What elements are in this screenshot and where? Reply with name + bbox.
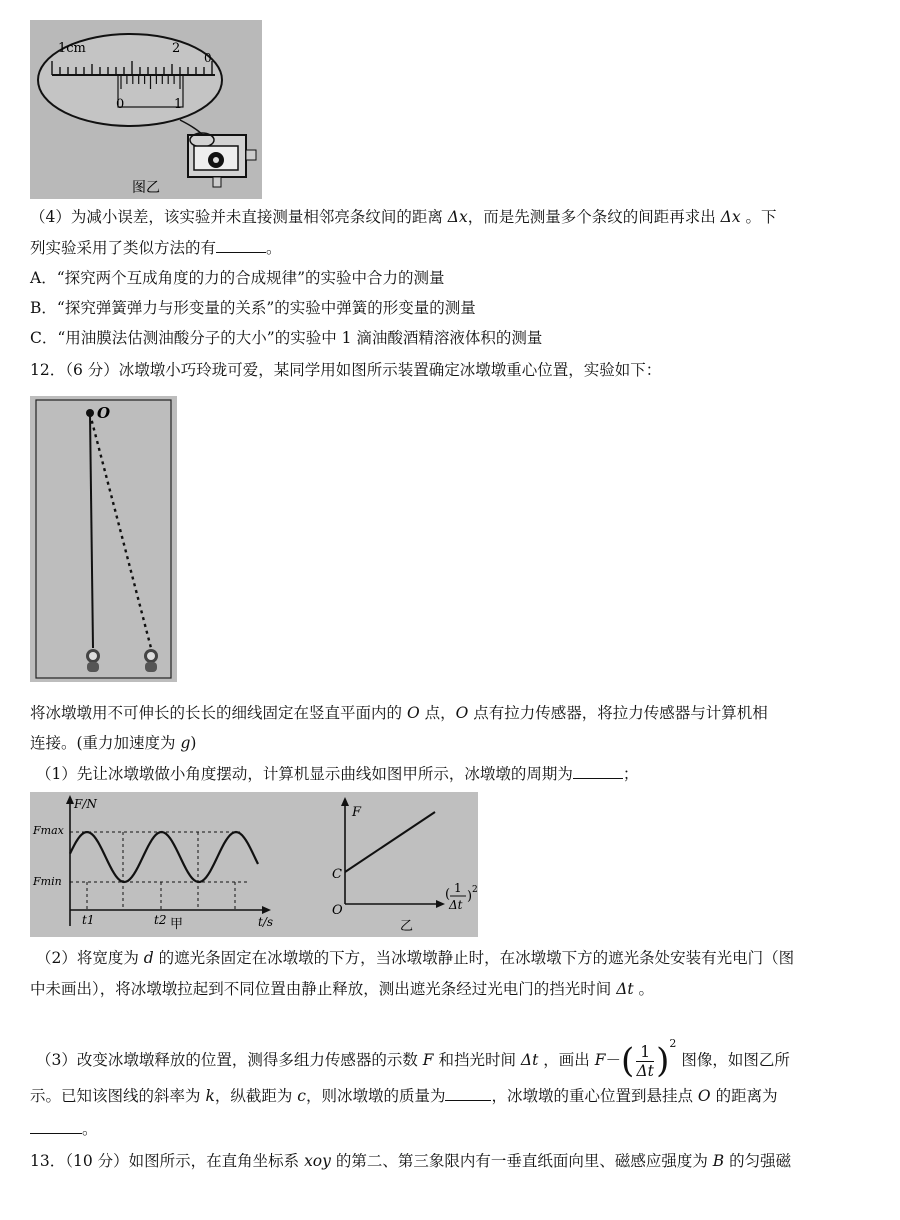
bing-dwen-dwen-left — [86, 649, 100, 672]
jia-fmax-label: Fmax — [33, 824, 64, 837]
q12-part2-line1: （2）将宽度为 d 的遮光条固定在冰墩墩的下方，当冰墩墩静止时，在冰墩墩下方的遮光条处安装有光电门（图 — [36, 949, 795, 967]
q13-header: 13．（10 分）如图所示，在直角坐标系 xoy 的第二、第三象限内有一垂直纸面向里、磁感应强度为 B 的匀强磁 — [30, 1152, 792, 1170]
pendulum-figure — [30, 396, 177, 682]
pendulum-drawing — [30, 396, 177, 682]
jia-force-curve — [70, 832, 258, 882]
jia-caption: 甲 — [170, 917, 184, 932]
main-scale-2: 2 — [172, 41, 181, 56]
q12-desc-line2: 连接。(重力加速度为 g) — [30, 734, 197, 752]
answer-blank[interactable] — [216, 238, 266, 253]
graphs-drawing — [30, 792, 478, 937]
option-a: A．“探究两个互成角度的力的合成规律”的实验中合力的测量 — [30, 269, 445, 287]
option-c: C．“用油膜法估测油酸分子的大小”的实验中 1 滴油酸酒精溶液体积的测量 — [30, 329, 543, 347]
yi-y-label: F — [352, 805, 362, 820]
q12-part3-line2: 示。已知该图线的斜率为 k，纵截距为 c，则冰墩墩的质量为 ，冰墩墩的重心位置到悬挂点 O 的距离为 — [30, 1087, 778, 1105]
yi-line — [345, 812, 435, 872]
main-scale-3: 0 — [204, 51, 212, 65]
yi-intercept-label: C — [332, 867, 342, 882]
bing-dwen-dwen-right — [144, 649, 158, 672]
jia-t1-label: t1 — [82, 913, 95, 927]
q12-part2-line2: 中未画出），将冰墩墩拉起到不同位置由静止释放，测出遮光条经过光电门的挡光时间 Δt 。 — [30, 980, 655, 998]
vernier-caliper-figure — [30, 20, 262, 199]
q12-desc-line1: 将冰墩墩用不可伸长的长长的细线固定在竖直平面内的 O 点，O 点有拉力传感器，将拉力传感器与计算机相 — [30, 704, 768, 722]
q11-part4-line2: 列实验采用了类似方法的有 。 — [30, 239, 282, 257]
yi-x-label-open: ( — [445, 887, 451, 902]
yi-caption: 乙 — [400, 919, 414, 934]
period-answer-blank[interactable] — [573, 764, 623, 779]
svg-text:): ) — [467, 889, 473, 904]
q11-part4-line1: （4）为减小误差，该实验并未直接测量相邻亮条纹间的距离 Δx，而是先测量多个条纹的间距再求出 Δx 。下 — [30, 208, 777, 226]
option-b: B．“探究弹簧弹力与形变量的关系”的实验中弹簧的形变量的测量 — [30, 299, 476, 317]
figure-label: 图乙 — [132, 180, 160, 196]
q12-part3-line3: 。 — [30, 1118, 98, 1140]
jia-x-label: t/s — [258, 915, 274, 929]
pendulum-point-label: O — [97, 404, 111, 422]
jia-fmin-label: Fmin — [33, 875, 62, 888]
q12-header: 12．（6 分）冰墩墩小巧玲珑可爱，某同学用如图所示装置确定冰墩墩重心位置，实验如下： — [30, 361, 662, 379]
yi-x-exp: 2 — [472, 885, 478, 895]
yi-x-num: 1 — [454, 881, 462, 895]
yi-x-den: Δt — [449, 898, 463, 912]
inverse-dt-fraction: $\frac{1}{\Delta t}$ — [636, 1042, 654, 1080]
jia-y-label: F/N — [74, 797, 97, 811]
jia-t2-label: t2 — [154, 913, 167, 927]
vernier-0: 0 — [116, 97, 125, 112]
q12-part1: （1）先让冰墩墩做小角度摆动，计算机显示曲线如图甲所示，冰墩墩的周期为 ； — [36, 765, 639, 783]
mass-answer-blank[interactable] — [445, 1086, 491, 1101]
vernier-caliper-drawing — [30, 20, 262, 199]
vernier-1: 1 — [174, 97, 183, 112]
yi-origin-label: O — [332, 903, 343, 918]
distance-answer-blank[interactable] — [30, 1119, 82, 1134]
main-scale-label: 1cm — [58, 41, 86, 56]
q12-part3-line1: （3）改变冰墩墩释放的位置，测得多组力传感器的示数 F 和挡光时间 Δt ，画出 F－( $\frac{1}{\Delta t}$ )$^2$ 图像，如图乙所 — [36, 1037, 790, 1081]
graphs-figure — [30, 792, 478, 937]
